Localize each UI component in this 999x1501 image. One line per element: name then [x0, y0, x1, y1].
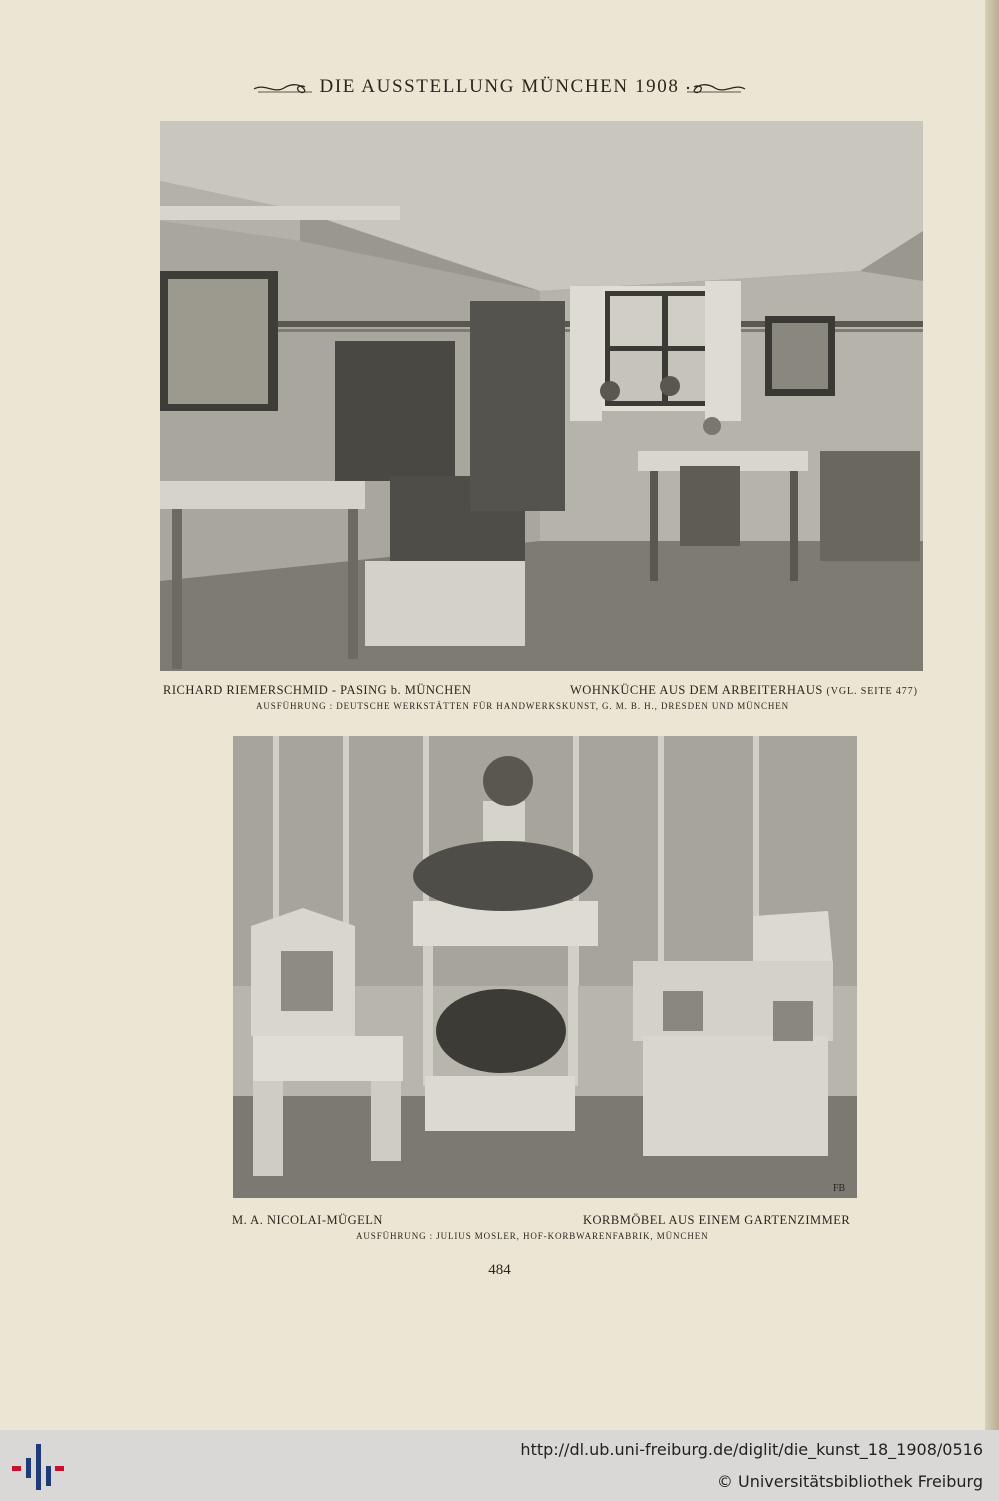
plate2-title: KORBMÖBEL AUS EINEM GARTENZIMMER	[583, 1213, 851, 1227]
kitchen-photo-drawing	[160, 121, 923, 671]
kitchen-photo	[160, 121, 923, 671]
wicker-furniture-photo	[233, 736, 857, 1198]
plate1-execution: AUSFÜHRUNG : DEUTSCHE WERKSTÄTTEN FÜR HANDWERKSKUNST, G. M. B. H., DRESDEN UND MÜNCHEN	[256, 701, 790, 711]
plate2-artist: M. A. NICOLAI-MÜGELN	[232, 1213, 383, 1227]
page-number: 484	[488, 1262, 511, 1278]
plate1-artist: RICHARD RIEMERSCHMID - PASING b. MÜNCHEN	[163, 683, 472, 697]
plate2-execution: AUSFÜHRUNG : JULIUS MOSLER, HOF-KORBWARENFABRIK, MÜNCHEN	[356, 1231, 709, 1241]
monogram: FB	[833, 1183, 846, 1194]
library-footer	[0, 1430, 999, 1501]
header-title: DIE AUSSTELLUNG MÜNCHEN 1908	[319, 76, 680, 97]
plate1-reference: (VGL. SEITE 477)	[826, 686, 918, 697]
copyright-notice: © Universitätsbibliothek Freiburg	[716, 1472, 983, 1491]
plate1-title: WOHNKÜCHE AUS DEM ARBEITERHAUS	[570, 683, 823, 697]
right-ornament-icon	[685, 80, 747, 96]
running-header	[0, 76, 999, 98]
wicker-furniture-drawing	[233, 736, 857, 1198]
permalink-link[interactable]: http://dl.ub.uni-freiburg.de/diglit/die_kunst_18_1908/0516	[520, 1440, 983, 1459]
plate1-title-line	[570, 683, 918, 698]
library-logo-icon	[12, 1444, 64, 1490]
page-edge	[985, 0, 999, 1430]
left-ornament-icon	[252, 80, 314, 96]
